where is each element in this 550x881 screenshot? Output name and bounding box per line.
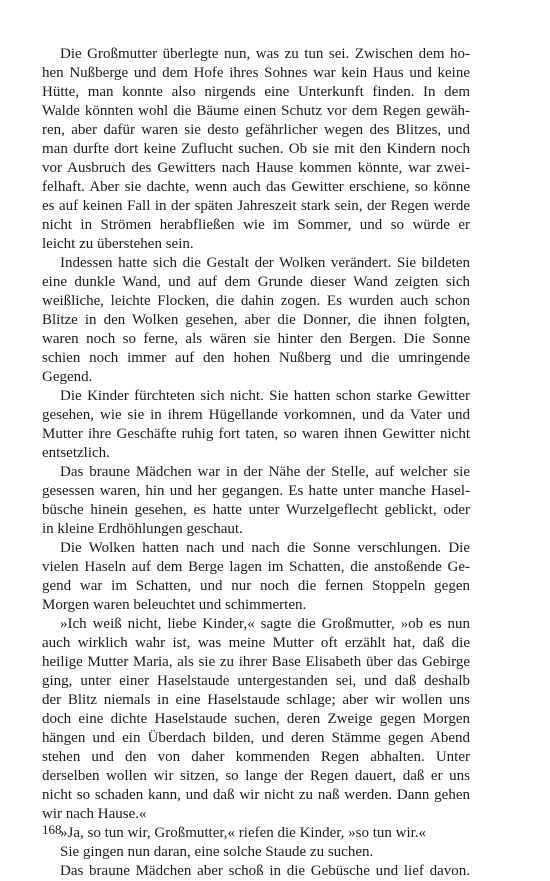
text-line: auch wirklich wahr ist, was meine Mutter oft erzählt hat, daß die [42, 635, 470, 651]
text-line: in kleine Erdhöhlungen geschaut. [42, 521, 243, 537]
text-line: doch eine dichte Haselstaude suchen, deren Zweige gegen Morgen [42, 711, 470, 727]
text-line: nicht so schaden kann, und daß wir nicht zu naß werden. Dann gehen [42, 787, 470, 803]
text-line: der Blitz niemals in eine Haselstaude schlage; aber wir wollen uns [42, 692, 470, 708]
text-line: Das braune Mädchen aber schoß in die Gebüsche und lief davon. [60, 863, 470, 879]
text-line: Das braune Mädchen war in der Nähe der Stelle, auf welcher sie [60, 464, 470, 480]
text-line: entsetzlich. [42, 445, 110, 461]
text-line: schien noch immer auf den hohen Nußberg und die umringende [42, 350, 470, 366]
text-line: »Ja, so tun wir, Großmutter,« riefen die Kinder, »so tun wir.« [60, 825, 427, 841]
text-line: Hütte, man konnte also nirgends eine Unterkunft finden. In dem [42, 84, 470, 100]
text-line: stehen und den von daher kommenden Regen abhalten. Unter [42, 749, 470, 765]
text-line: büsche hinein gesehen, es hatte unter Wurzelgeflecht geblickt, oder [42, 502, 470, 518]
text-line: hängen und ein Überdach bilden, und deren Stämme gegen Abend [42, 730, 470, 746]
text-line: vielen Haseln auf dem Berge lagen im Schatten, die anstoßende Ge- [42, 559, 470, 575]
text-line: »Ich weiß nicht, liebe Kinder,« sagte die Großmutter, »ob es nun [60, 616, 470, 632]
text-line: Morgen waren beleuchtet und schimmerten. [42, 597, 307, 613]
text-line: waren noch so ferne, als wären sie hinter den Bergen. Die Sonne [42, 331, 470, 347]
text-line: Blitze in den Wolken gesehen, aber die Donner, die ihnen folgten, [42, 312, 470, 328]
text-line: weißliche, leichte Flocken, die dahin zogen. Es wurden auch schon [42, 293, 470, 309]
text-line: Gegend. [42, 369, 93, 385]
text-line: gend war im Schatten, und nur noch die fernen Stoppeln gegen [42, 578, 470, 594]
text-line: eine dunkle Wand, und auf dem Grunde dieser Wand zeigten sich [42, 274, 470, 290]
text-line: Die Wolken hatten nach und nach die Sonne verschlungen. Die [60, 540, 470, 556]
page-number: 168 [42, 822, 62, 837]
text-line: Die Großmutter überlegte nun, was zu tun sei. Zwischen dem ho- [60, 46, 470, 62]
text-line: ren, aber dafür waren sie desto gefährlicher wegen des Blitzes, und [42, 122, 470, 138]
text-line: Die Kinder fürchteten sich nicht. Sie hatten schon starke Gewitter [60, 388, 470, 404]
text-line: derselben wollen wir sitzen, so lange der Regen dauert, daß er uns [42, 768, 470, 784]
text-line: Sie gingen nun daran, eine solche Staude zu suchen. [60, 844, 374, 860]
text-line: man durfte dort keine Zuflucht suchen. Ob sie mit den Kindern noch [42, 141, 470, 157]
text-line: hen Nußberge und dem Hofe ihres Sohnes war kein Haus und keine [42, 65, 470, 81]
text-line: nicht in Strömen herabfließen wie im Sommer, und so würde er [42, 217, 470, 233]
text-line: leicht zu überstehen sein. [42, 236, 194, 252]
text-line: gesessen waren, hin und her gegangen. Es hatte unter manche Hasel- [42, 483, 470, 499]
text-line: Indessen hatte sich die Gestalt der Wolken verändert. Sie bildeten [60, 255, 470, 271]
body-text [42, 45, 470, 881]
text-line: vor Ausbruch des Gewitters nach Hause kommen könnte, war zwei- [42, 160, 470, 176]
text-line: Mutter ihre Geschäfte ruhig fort taten, so waren ihnen Gewitter nicht [42, 426, 470, 442]
text-line: es auf keinen Fall in der späten Jahreszeit stark sein, der Regen werde [42, 198, 470, 214]
text-line: wir nach Hause.« [42, 806, 147, 822]
text-line: Walde könnten wohl die Bäume einen Schutz vor dem Regen gewäh- [42, 103, 470, 119]
text-line: ging, unter einer Haselstaude untergestanden sei, und daß deshalb [42, 673, 470, 689]
text-line: gesehen, wie sie in ihrem Hügellande vorkomnen, und da Vater und [42, 407, 470, 423]
text-line: heilige Mutter Maria, als sie zu ihrer Base Elisabeth über das Gebirge [42, 654, 470, 670]
text-line: felhaft. Aber sie dachte, wenn auch das Gewitter erschiene, so könne [42, 179, 470, 195]
